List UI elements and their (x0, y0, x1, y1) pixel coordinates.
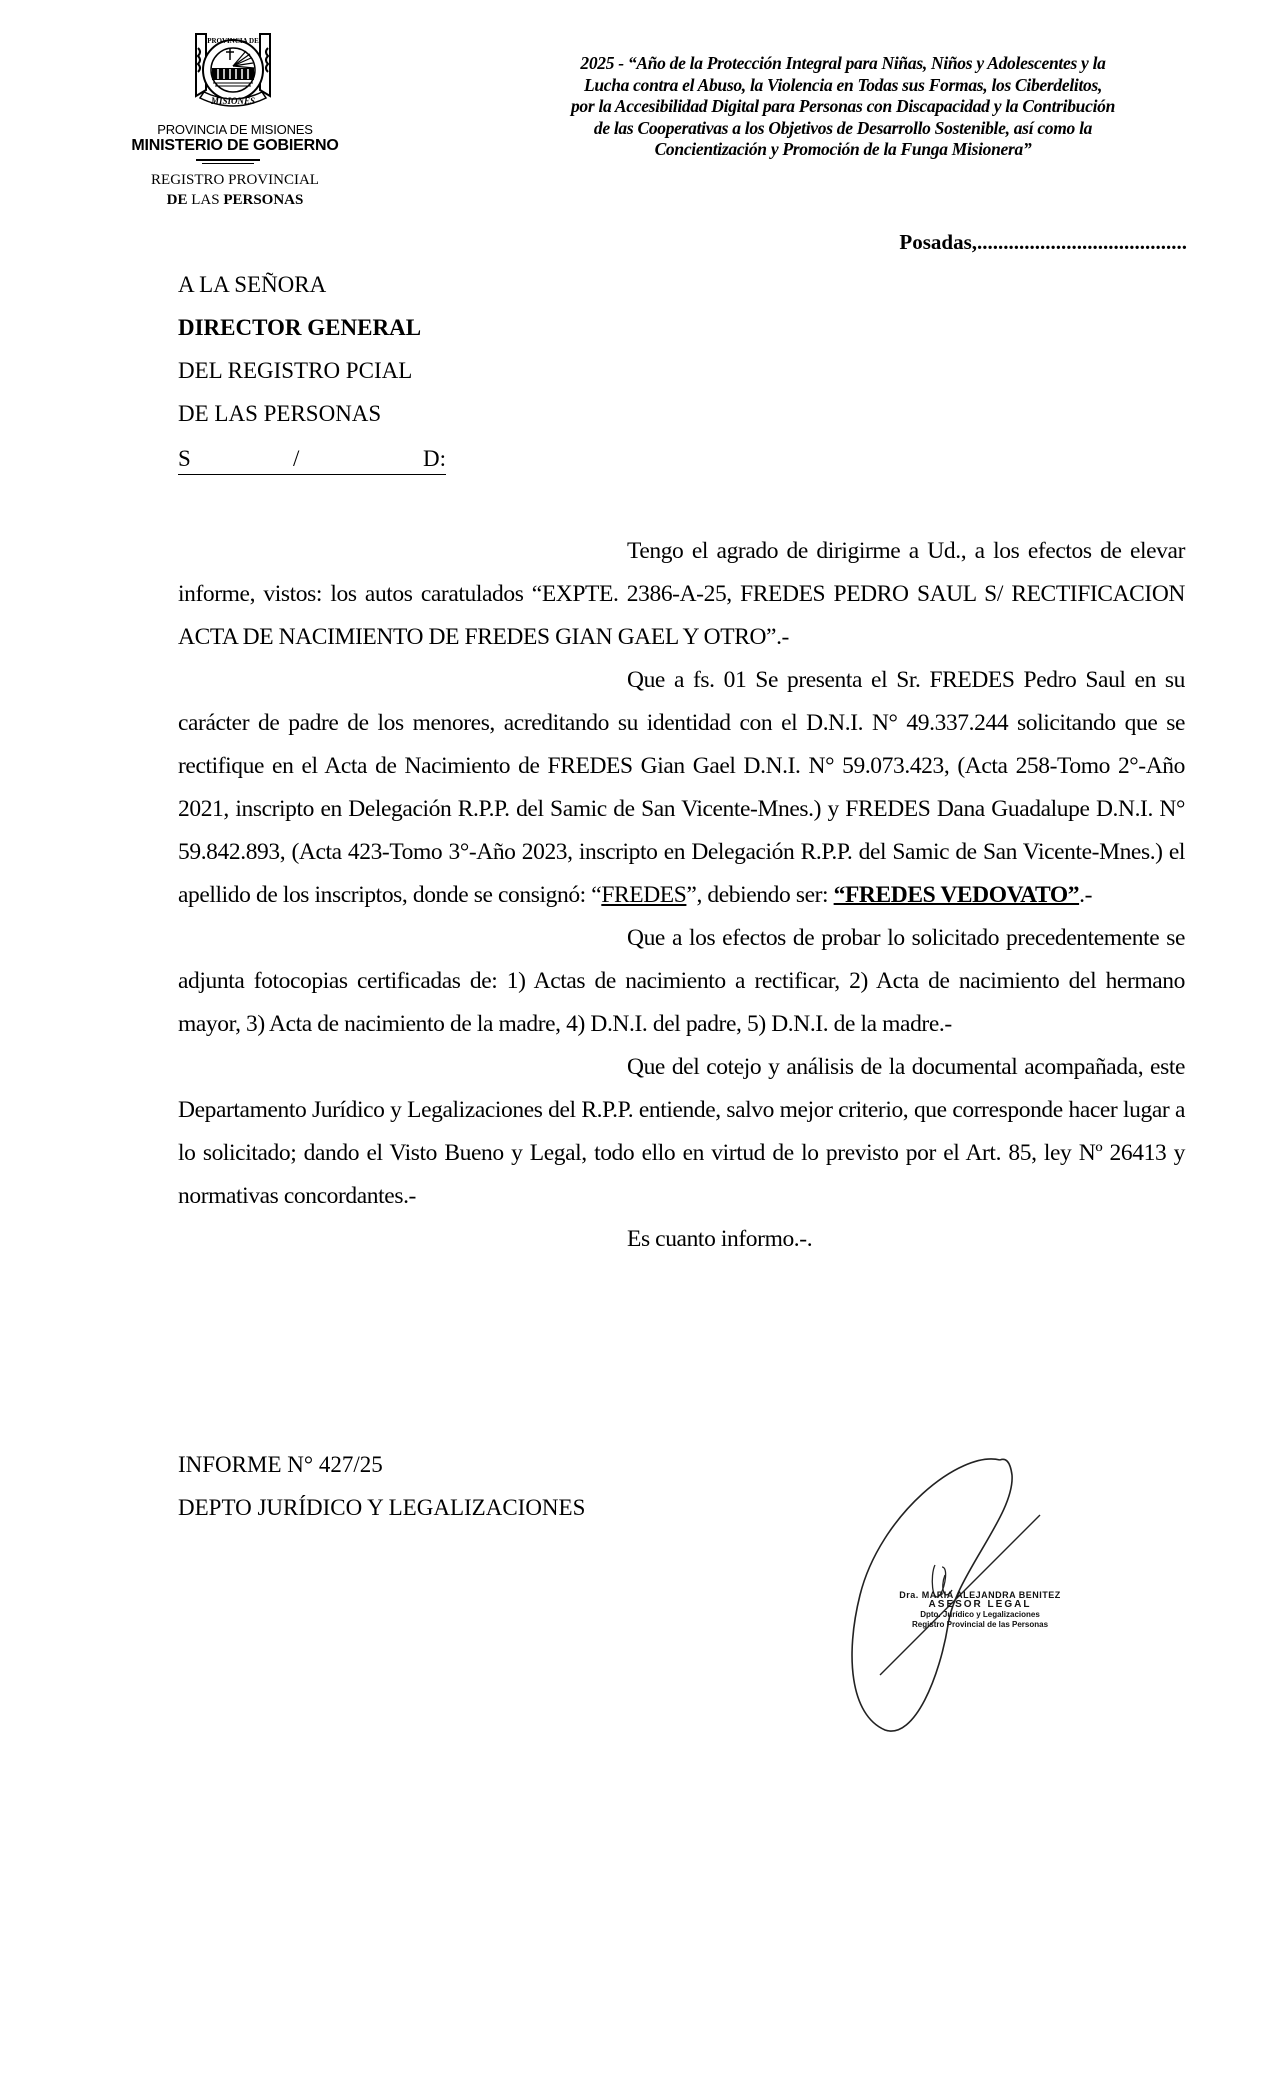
motto-line: de las Cooperativas a los Objetivos de Desarrollo Sostenible, así como la (593, 117, 1093, 138)
letterhead-ministry: MINISTERIO DE GOBIERNO (131, 137, 339, 154)
year-motto (498, 53, 1188, 161)
place-date: Posadas,........................................ (899, 230, 1187, 254)
addressee-office: DEL REGISTRO PCIAL (178, 358, 413, 383)
correct-surname: “FREDES VEDOVATO” (833, 882, 1080, 908)
motto-line: Concientización y Promoción de la Funga Misionera” (654, 139, 1032, 159)
sd-d: D: (423, 446, 446, 471)
paragraph-request: Que a fs. 01 Se presenta el Sr. FREDES Pedro Saul en su carácter de padre de los menores, acreditando su identidad con el D.N.I. N° 49.337.244 solicitando que se rectifique en el Acta de Nacimiento de FREDES Gian Gael D.N.I. N° 59.073.423, (Acta 258-Tomo 2°-Año 2021, inscripto en Delegación R.P.P. del Samic de San Vicente-Mnes.) y FREDES Dana Guadalupe D.N.I. N° 59.842.893, (Acta 423-Tomo 3°-Año 2023, inscripto en Delegación R.P.P. del Samic de San Vicente-Mnes.) el apellido de los inscriptos, donde se consignó: “FREDES”, debiendo ser: “FREDES VEDOVATO”.- (178, 667, 1185, 908)
wrong-surname: FREDES (601, 882, 687, 908)
letterhead-registry: REGISTRO PROVINCIAL (151, 172, 319, 188)
stamp-department: Dpto. Jurídico y Legalizaciones (920, 1610, 1040, 1619)
sd-s: S (178, 446, 191, 471)
paragraph-closing: Es cuanto informo.-. (627, 1226, 813, 1252)
letterhead-registry-sub: DE LAS PERSONAS (166, 192, 304, 208)
report-number: INFORME N° 427/25 (178, 1452, 383, 1477)
stamp-name: Dra. MARIA ALEJANDRA BENITEZ (899, 1590, 1061, 1600)
legal-advisor-stamp (890, 1590, 1070, 1630)
paragraph-intro: Tengo el agrado de dirigirme a Ud., a los efectos de elevar informe, vistos: los autos caratulados “EXPTE. 2386-A-25, FREDES PEDRO SAUL S/ RECTIFICACION ACTA DE NACIMIENTO DE FREDES GIAN GAEL Y OTRO”.- (178, 538, 1185, 650)
letterhead-province: PROVINCIA DE MISIONES (157, 122, 313, 137)
misiones-coat-of-arms-icon (188, 28, 278, 114)
motto-line: por la Accesibilidad Digital para Personas con Discapacidad y la Contribución (570, 96, 1116, 116)
report-body (178, 530, 1185, 1261)
svg-text:PROVINCIA DE: PROVINCIA DE (207, 37, 259, 45)
svg-text:MISIONES: MISIONES (210, 96, 256, 106)
letterhead-divider (196, 159, 260, 161)
su-despacho (178, 446, 446, 475)
paragraph-evidence: Que a los efectos de probar lo solicitado precedentemente se adjunta fotocopias certificadas de: 1) Actas de nacimiento a rectificar, 2) Acta de nacimiento del hermano mayor, 3) Acta de nacimiento de la madre, 4) D.N.I. del padre, 5) D.N.I. de la madre.- (178, 925, 1185, 1037)
motto-line: Lucha contra el Abuso, la Violencia en Todas sus Formas, los Ciberdelitos, (583, 74, 1103, 95)
stamp-institution: Registro Provincial de las Personas (911, 1620, 1049, 1629)
department-name: DEPTO JURÍDICO Y LEGALIZACIONES (178, 1495, 586, 1520)
stamp-role: ASESOR LEGAL (928, 1599, 1032, 1610)
paragraph-conclusion: Que del cotejo y análisis de la documental acompañada, este Departamento Jurídico y Legalizaciones del R.P.P. entiende, salvo mejor criterio, que corresponde hacer lugar a lo solicitado; dando el Visto Bueno y Legal, todo ello en virtud de lo previsto por el Art. 85, ley Nº 26413 y normativas concordantes.- (178, 1054, 1185, 1209)
addressee-title: DIRECTOR GENERAL (178, 315, 422, 340)
letterhead-divider (202, 163, 254, 164)
sd-slash: / (293, 446, 300, 471)
motto-line: 2025 - “Año de la Protección Integral para Niñas, Niños y Adolescentes y la (580, 53, 1106, 73)
addressee-salutation: A LA SEÑORA (178, 272, 327, 297)
addressee-office-sub: DE LAS PERSONAS (178, 401, 382, 426)
